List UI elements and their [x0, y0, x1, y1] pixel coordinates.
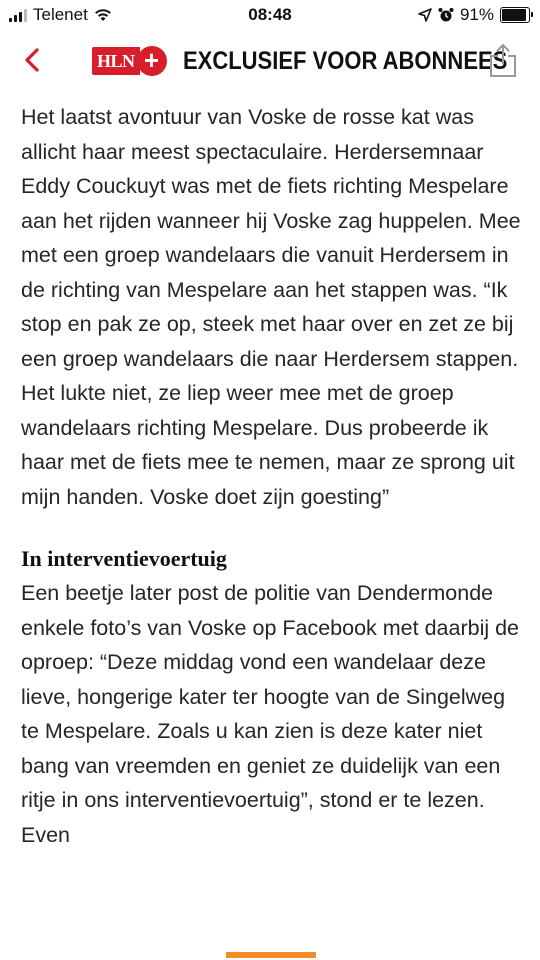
article-paragraph: Het laatst avontuur van Voske de rosse kat was allicht haar meest spectaculaire. Herdersemnaar Eddy Couckuyt was met de fiets richting Mespelare aan het rijden wanneer hij Voske zag huppelen. Mee met een groep wandelaars die vanuit Herdersem in de richting van Mespelare aan het stappen was. “Ik stop en pak ze op, steek met haar over en zet ze bij een groep wandelaars die naar Herdersem stappen. Het lukte niet, ze liep weer mee met de groep wandelaars richting Mespelare. Dus probeerde ik haar met de fiets mee te nemen, maar ze sprong uit mijn handen. Voske doet zijn goesting” — [21, 105, 521, 509]
share-button[interactable] — [488, 42, 518, 78]
share-icon — [488, 42, 518, 78]
brand-logo — [92, 46, 540, 76]
alarm-icon — [438, 7, 454, 23]
status-right — [418, 5, 530, 25]
battery-percentage: 91% — [459, 5, 494, 24]
battery-icon — [500, 7, 530, 23]
page-title: EXCLUSIEF VOOR ABONNEES — [182, 46, 507, 75]
app-header — [0, 30, 540, 90]
text-selection-highlight — [226, 952, 316, 958]
plus-icon: + — [137, 46, 167, 76]
status-bar — [0, 0, 540, 30]
carrier-name: Telenet — [33, 5, 88, 24]
status-time: 08:48 — [248, 5, 292, 24]
article-subheading: In interventievoertuig — [21, 546, 227, 571]
battery-fill — [502, 9, 526, 21]
article-paragraph: Een beetje later post de politie van Dendermonde enkele foto’s van Voske op Facebook met daarbij de oproep: “Deze middag vond een wandelaar deze lieve, hongerige kater ter hoogte van de Singelweg te Mespelare. Zoals u kan zien is deze kater niet bang van vreemden en geniet ze duidelijk van een ritje in ons interventievoertuig”, stond er te lezen. Even — [21, 581, 520, 847]
back-button[interactable] — [14, 42, 50, 78]
chevron-left-icon — [14, 42, 50, 78]
article-body — [21, 100, 521, 852]
location-arrow-icon — [418, 8, 432, 22]
hln-logo: HLN — [92, 47, 140, 75]
